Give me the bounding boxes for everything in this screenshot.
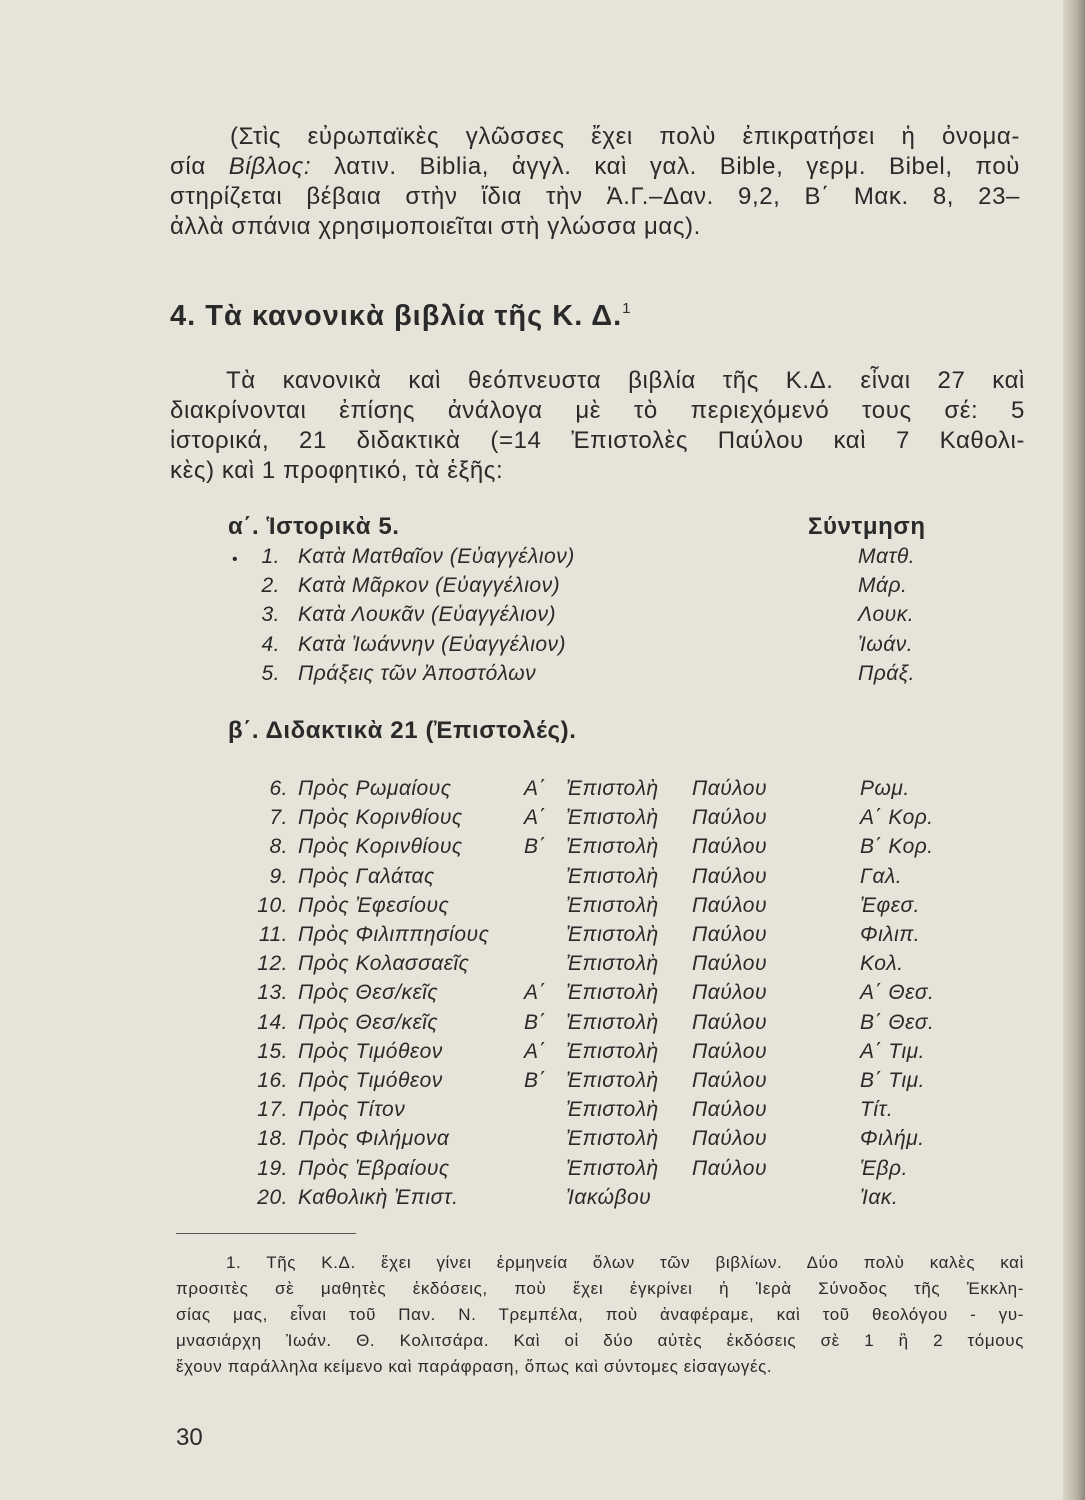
page-edge [1063, 0, 1085, 1500]
intro-line: ἀλλὰ σπάνια χρησιμοποιεῖται στὴ γλώσσα μας). [170, 213, 701, 240]
footnote-line: προσιτὲς σὲ μαθητὲς ἐκδόσεις, ποὺ ἔχει ἐγκρίνει ἡ Ἱερὰ Σύνοδος τῆς Ἐκκλη- [176, 1279, 1024, 1298]
book-recipient: Πρὸς Τιμόθεον [298, 1039, 443, 1063]
body-line: ἱστορικά, 21 διδακτικὰ (=14 Ἐπιστολὲς Παύλου καὶ 7 Καθολι- [170, 427, 1025, 454]
book-recipient: Πρὸς Ἐφεσίους [298, 893, 450, 917]
epistle-kind: Ἐπιστολὴ [566, 835, 659, 859]
book-recipient: Πρὸς Γαλάτας [298, 864, 435, 888]
epistle-kind: Ἐπιστολὴ [566, 981, 659, 1005]
book-abbreviation: Τίτ. [860, 1098, 894, 1122]
book-recipient: Πρὸς Κολασσαεῖς [298, 952, 470, 976]
book-number: 8. [269, 835, 288, 859]
book-abbreviation: Ματθ. [858, 545, 916, 568]
book-recipient: Πρὸς Ἑβραίους [298, 1156, 450, 1180]
book-number: 15. [257, 1039, 288, 1063]
epistle-kind: Ἐπιστολὴ [566, 923, 659, 946]
epistle-order: Α΄ [524, 806, 546, 830]
epistle-kind: Ἐπιστολὴ [566, 864, 659, 888]
epistle-kind: Ἐπιστολὴ [566, 1156, 659, 1180]
epistle-author: Παύλου [692, 806, 768, 830]
body-line: κὲς) καὶ 1 προφητικό, τὰ ἑξῆς: [170, 457, 504, 484]
book-number: 2. [261, 574, 280, 598]
book-abbreviation: Γαλ. [860, 864, 903, 888]
book-abbreviation: Κολ. [860, 952, 904, 976]
book-recipient: Πρὸς Ρωμαίους [298, 777, 452, 800]
book-number: 18. [257, 1127, 288, 1151]
epistle-author: Παύλου [692, 1127, 768, 1151]
intro-line: (Στὶς εὐρωπαϊκὲς γλῶσσες ἔχει πολὺ ἐπικρατήσει ἡ ὀνομα- [230, 123, 1020, 150]
body-line: διακρίνονται ἐπίσης ἀνάλογα μὲ τὸ περιεχόμενό τους σέ: 5 [170, 397, 1025, 424]
epistle-author: Παύλου [692, 952, 768, 976]
intro-line: στηρίζεται βέβαια στὴν ἴδια τὴν Ἀ.Γ.–Δαν. 9,2, Β΄ Μακ. 8, 23– [170, 183, 1020, 210]
epistle-kind: Ἐπιστολὴ [566, 1010, 659, 1034]
section-heading: 4. Τὰ κανονικὰ βιβλία τῆς Κ. Δ.$^1$ [170, 300, 632, 332]
book-abbreviation: Β΄ Θεσ. [860, 1010, 935, 1034]
book-number: 20. [257, 1185, 288, 1209]
book-abbreviation: Α΄ Θεσ. [860, 981, 935, 1005]
stray-mark: • [232, 551, 238, 568]
epistle-author: Παύλου [692, 777, 768, 800]
epistle-kind: Ἐπιστολὴ [566, 1127, 659, 1151]
epistle-order: Β΄ [524, 1069, 546, 1092]
intro-line: σία Βίβλος: λατιν. Biblia, ἀγγλ. καὶ γαλ. Bible, γερμ. Bibel, ποὺ [170, 153, 1020, 180]
book-recipient: Καθολικὴ Ἐπιστ. [298, 1185, 459, 1209]
book-recipient: Πρὸς Τιμόθεον [298, 1069, 443, 1092]
epistle-kind: Ἐπιστολὴ [566, 1069, 659, 1092]
book-number: 1. [261, 545, 280, 568]
book-abbreviation: Α΄ Κορ. [860, 806, 934, 830]
footnote-line: σίας μας, εἶναι τοῦ Παν. Ν. Τρεμπέλα, ποὺ ἀναφέραμε, καὶ τοῦ θεολόγου - γυ- [176, 1305, 1024, 1324]
book-number: 9. [269, 864, 288, 888]
book-abbreviation: Πράξ. [858, 661, 915, 685]
book-abbreviation: Ρωμ. [860, 777, 910, 800]
body-line: Τὰ κανονικὰ καὶ θεόπνευστα βιβλία τῆς Κ.Δ. εἶναι 27 καὶ [226, 367, 1025, 394]
book-recipient: Πρὸς Τίτον [298, 1098, 406, 1122]
epistle-order: Α΄ [524, 981, 546, 1005]
book-title: Κατὰ Ματθαῖον (Εὐαγγέλιον) [298, 545, 575, 568]
footnote-ref: 1 [622, 300, 632, 317]
epistle-order: Α΄ [524, 1039, 546, 1063]
book-number: 17. [257, 1098, 288, 1122]
book-abbreviation: Ἐφεσ. [860, 893, 920, 917]
epistle-kind: Ἐπιστολὴ [566, 777, 659, 800]
footnote-line: ἔχουν παράλληλα κείμενο καὶ παράφραση, ὅπως καὶ σύντομες εἰσαγωγές. [176, 1357, 773, 1376]
book-title: Κατὰ Μᾶρκον (Εὐαγγέλιον) [298, 574, 561, 598]
footnote-rule [176, 1233, 356, 1234]
epistle-kind: Ἰακώβου [566, 1185, 652, 1209]
footnote [176, 1250, 1024, 1380]
book-number: 16. [257, 1069, 288, 1092]
book-number: 14. [257, 1010, 288, 1034]
book-number: 10. [257, 893, 288, 917]
epistle-order: Α΄ [524, 777, 546, 800]
book-abbreviation: Β΄ Κορ. [860, 835, 934, 859]
book-number: 5. [261, 661, 280, 685]
book-number: 6. [269, 777, 288, 800]
epistle-order: Β΄ [524, 1010, 546, 1034]
section-a-title: α΄. Ἱστορικὰ 5. [228, 513, 400, 540]
book-number: 19. [257, 1156, 288, 1180]
book-number: 12. [257, 952, 288, 976]
epistle-kind: Ἐπιστολὴ [566, 952, 659, 976]
footnote-line: 1. Τῆς Κ.Δ. ἔχει γίνει ἑρμηνεία ὅλων τῶν βιβλίων. Δύο πολὺ καλὲς καὶ [226, 1253, 1024, 1272]
epistle-author: Παύλου [692, 923, 768, 946]
epistle-author: Παύλου [692, 981, 768, 1005]
book-recipient: Πρὸς Φιλιππησίους [298, 923, 490, 946]
book-abbreviation: Ἑβρ. [860, 1156, 908, 1180]
book-recipient: Πρὸς Κορινθίους [298, 835, 463, 859]
abbreviation-header: Σύντμηση [808, 513, 926, 540]
book-number: 3. [261, 603, 280, 627]
book-number: 4. [261, 632, 280, 656]
page-number: 30 [176, 1424, 203, 1451]
bible-term: Βίβλος: [228, 153, 312, 180]
book-recipient: Πρὸς Κορινθίους [298, 806, 463, 830]
epistle-author: Παύλου [692, 893, 768, 917]
book-number: 7. [269, 806, 288, 830]
epistle-kind: Ἐπιστολὴ [566, 1098, 659, 1122]
book-abbreviation: Φιλήμ. [860, 1127, 925, 1151]
epistle-order: Β΄ [524, 835, 546, 859]
intro-paragraph [170, 122, 1020, 242]
epistle-author: Παύλου [692, 1098, 768, 1122]
book-title: Κατὰ Λουκᾶν (Εὐαγγέλιον) [298, 603, 556, 627]
footnote-line: μνασιάρχη Ἰωάν. Θ. Κολιτσάρα. Καὶ οἱ δύο αὐτὲς ἐκδόσεις σὲ 1 ἢ 2 τόμους [176, 1331, 1024, 1350]
epistle-kind: Ἐπιστολὴ [566, 806, 659, 830]
epistle-kind: Ἐπιστολὴ [566, 893, 659, 917]
book-number: 13. [257, 981, 288, 1005]
epistle-kind: Ἐπιστολὴ [566, 1039, 659, 1063]
book-abbreviation: Ἰακ. [860, 1185, 899, 1209]
book-abbreviation: Α΄ Τιμ. [860, 1039, 926, 1063]
book-title: Πράξεις τῶν Ἀποστόλων [298, 661, 537, 685]
epistle-author: Παύλου [692, 1010, 768, 1034]
book-recipient: Πρὸς Φιλήμονα [298, 1127, 450, 1151]
book-recipient: Πρὸς Θεσ/κεῖς [298, 1010, 439, 1034]
book-abbreviation: Ἰωάν. [858, 632, 914, 656]
book-number: 11. [258, 923, 288, 946]
book-abbreviation: Λουκ. [858, 603, 915, 627]
epistle-author: Παύλου [692, 1039, 768, 1063]
epistle-author: Παύλου [692, 1156, 768, 1180]
body-paragraph [170, 366, 1025, 486]
epistle-author: Παύλου [692, 864, 768, 888]
book-recipient: Πρὸς Θεσ/κεῖς [298, 981, 439, 1005]
section-b-title: β΄. Διδακτικὰ 21 (Ἐπιστολές). [228, 717, 577, 744]
book-abbreviation: Β΄ Τιμ. [860, 1069, 926, 1092]
book-abbreviation: Μάρ. [858, 574, 908, 598]
book-abbreviation: Φιλιπ. [860, 923, 921, 946]
book-title: Κατὰ Ἰωάννην (Εὐαγγέλιον) [298, 632, 567, 656]
epistle-author: Παύλου [692, 835, 768, 859]
epistle-author: Παύλου [692, 1069, 768, 1092]
